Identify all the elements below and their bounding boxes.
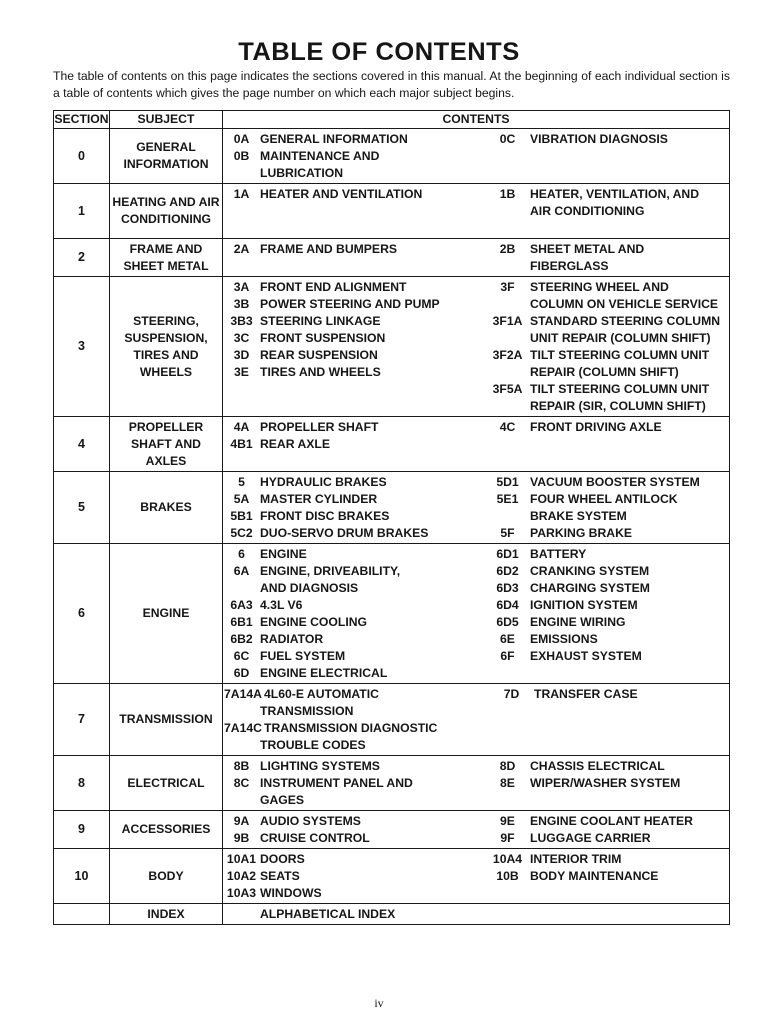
contents-line bbox=[223, 580, 729, 597]
contents-line bbox=[223, 885, 729, 902]
left-title: TRANSMISSION DIAGNOSTIC bbox=[264, 721, 438, 735]
left-title: TRANSMISSION bbox=[260, 704, 354, 718]
left-title: INSTRUMENT PANEL AND bbox=[260, 776, 413, 790]
left-title: TROUBLE CODES bbox=[260, 738, 366, 752]
left-code: 8C bbox=[233, 776, 250, 790]
contents-line bbox=[223, 720, 729, 737]
contents-line bbox=[223, 525, 729, 542]
section-subject: TRANSMISSION bbox=[110, 684, 223, 756]
left-title: FRAME AND BUMPERS bbox=[260, 242, 397, 256]
left-title: STEERING LINKAGE bbox=[260, 314, 381, 328]
header-contents: CONTENTS bbox=[223, 111, 730, 129]
right-title: WIPER/WASHER SYSTEM bbox=[530, 776, 681, 790]
left-title: FUEL SYSTEM bbox=[260, 649, 346, 663]
table-header-row bbox=[54, 111, 730, 129]
left-title: WINDOWS bbox=[260, 886, 322, 900]
right-code: 2B bbox=[499, 242, 516, 256]
right-title: AIR CONDITIONING bbox=[530, 204, 645, 218]
right-code bbox=[485, 508, 530, 525]
contents-line bbox=[223, 665, 729, 682]
right-code: 6F bbox=[500, 649, 515, 663]
right-code bbox=[485, 364, 530, 381]
right-code: 0C bbox=[499, 132, 516, 146]
contents-line bbox=[223, 597, 729, 614]
left-title bbox=[260, 398, 485, 415]
contents-line bbox=[223, 830, 729, 847]
contents-line bbox=[223, 491, 729, 508]
left-code: 6A3 bbox=[230, 598, 253, 612]
left-title: FRONT SUSPENSION bbox=[260, 331, 386, 345]
left-title: AUDIO SYSTEMS bbox=[260, 814, 361, 828]
right-title: PARKING BRAKE bbox=[530, 526, 633, 540]
left-code: 4A bbox=[233, 420, 250, 434]
section-contents bbox=[223, 129, 730, 184]
right-title bbox=[530, 436, 729, 453]
left-code: 5A bbox=[233, 492, 250, 506]
left-title: ALPHABETICAL INDEX bbox=[260, 907, 396, 921]
right-title: STEERING WHEEL AND bbox=[530, 280, 669, 294]
right-code: 6D1 bbox=[496, 547, 519, 561]
left-code: 2A bbox=[233, 242, 250, 256]
right-title bbox=[530, 453, 729, 470]
section-subject: FRAME AND SHEET METAL bbox=[110, 239, 223, 277]
right-code: 6E bbox=[500, 632, 515, 646]
left-title: 4L60-E AUTOMATIC bbox=[264, 687, 379, 701]
contents-line bbox=[223, 220, 729, 237]
section-subject: INDEX bbox=[110, 904, 223, 925]
right-title: REPAIR (COLUMN SHIFT) bbox=[530, 365, 679, 379]
contents-line bbox=[223, 148, 729, 165]
header-section: SECTION bbox=[54, 111, 110, 129]
left-title: REAR AXLE bbox=[260, 437, 330, 451]
section-contents bbox=[223, 904, 730, 925]
right-title: CHARGING SYSTEM bbox=[530, 581, 650, 595]
right-code: 6D2 bbox=[496, 564, 519, 578]
right-code: 10B bbox=[496, 869, 519, 883]
left-code: 7A14C bbox=[224, 721, 262, 735]
left-code bbox=[223, 703, 260, 720]
left-code: 3A bbox=[233, 280, 250, 294]
contents-line bbox=[223, 165, 729, 182]
page-number: iv bbox=[374, 996, 384, 1010]
contents-line bbox=[223, 868, 729, 885]
right-title bbox=[530, 737, 729, 754]
contents-line bbox=[223, 851, 729, 868]
right-code: 9F bbox=[500, 831, 515, 845]
right-code bbox=[485, 258, 530, 275]
left-title: AND DIAGNOSIS bbox=[260, 581, 359, 595]
left-title bbox=[260, 258, 485, 275]
section-number: 4 bbox=[54, 417, 110, 472]
contents-line bbox=[223, 398, 729, 415]
left-title: POWER STEERING AND PUMP bbox=[260, 297, 440, 311]
right-title: UNIT REPAIR (COLUMN SHIFT) bbox=[530, 331, 711, 345]
left-code bbox=[223, 398, 260, 415]
table-row bbox=[54, 684, 730, 756]
contents-line bbox=[223, 648, 729, 665]
right-code bbox=[485, 330, 530, 347]
left-title: ENGINE bbox=[260, 547, 307, 561]
right-code bbox=[485, 220, 530, 237]
right-code: 6D3 bbox=[496, 581, 519, 595]
section-contents bbox=[223, 239, 730, 277]
right-code bbox=[485, 665, 530, 682]
left-code: 6A bbox=[233, 564, 250, 578]
right-code: 3F2A bbox=[492, 348, 523, 362]
contents-line bbox=[223, 906, 729, 923]
contents-line bbox=[223, 813, 729, 830]
left-code: 0B bbox=[233, 149, 250, 163]
left-title: 4.3L V6 bbox=[260, 598, 303, 612]
right-code: 3F bbox=[500, 280, 515, 294]
right-title: CHASSIS ELECTRICAL bbox=[530, 759, 665, 773]
left-title: DOORS bbox=[260, 852, 305, 866]
left-code: 6B1 bbox=[230, 615, 253, 629]
right-code bbox=[489, 720, 534, 737]
right-code: 7D bbox=[503, 687, 520, 701]
table-row bbox=[54, 756, 730, 811]
section-contents bbox=[223, 544, 730, 684]
section-subject: ELECTRICAL bbox=[110, 756, 223, 811]
section-contents bbox=[223, 417, 730, 472]
left-code bbox=[223, 453, 260, 470]
right-title bbox=[530, 665, 729, 682]
right-title: REPAIR (SIR, COLUMN SHIFT) bbox=[530, 399, 706, 413]
contents-line bbox=[223, 419, 729, 436]
left-title: CRUISE CONTROL bbox=[260, 831, 370, 845]
contents-line bbox=[223, 258, 729, 275]
section-contents bbox=[223, 684, 730, 756]
section-number: 0 bbox=[54, 129, 110, 184]
contents-line bbox=[223, 347, 729, 364]
page-title: TABLE OF CONTENTS bbox=[238, 38, 520, 66]
left-code bbox=[223, 381, 260, 398]
right-title: COLUMN ON VEHICLE SERVICE bbox=[530, 297, 719, 311]
left-code: 5 bbox=[238, 475, 245, 489]
contents-line bbox=[223, 546, 729, 563]
table-row bbox=[54, 849, 730, 904]
contents-line bbox=[223, 436, 729, 453]
left-title: REAR SUSPENSION bbox=[260, 348, 378, 362]
table-row bbox=[54, 472, 730, 544]
table-row bbox=[54, 811, 730, 849]
table-row bbox=[54, 129, 730, 184]
right-code bbox=[485, 398, 530, 415]
contents-line bbox=[223, 296, 729, 313]
section-contents bbox=[223, 849, 730, 904]
left-code: 3E bbox=[234, 365, 249, 379]
intro-paragraph: The table of contents on this page indicates the sections covered in this manual. At the beginning of each individual section is a table of contents which gives the page number on which each major subject begins. bbox=[53, 69, 730, 100]
right-code bbox=[485, 792, 530, 809]
right-title: SHEET METAL AND bbox=[530, 242, 645, 256]
right-title bbox=[530, 792, 729, 809]
section-number: 6 bbox=[54, 544, 110, 684]
left-code bbox=[223, 203, 260, 220]
contents-line bbox=[223, 563, 729, 580]
right-title bbox=[530, 165, 729, 182]
left-title: FRONT DISC BRAKES bbox=[260, 509, 390, 523]
section-number: 1 bbox=[54, 184, 110, 239]
contents-line bbox=[223, 131, 729, 148]
right-code bbox=[485, 737, 530, 754]
left-code bbox=[223, 580, 260, 597]
section-subject: STEERING, SUSPENSION, TIRES AND WHEELS bbox=[110, 277, 223, 417]
section-subject: HEATING AND AIR CONDITIONING bbox=[110, 184, 223, 239]
left-code bbox=[223, 165, 260, 182]
contents-line bbox=[223, 508, 729, 525]
right-title bbox=[534, 720, 729, 737]
right-title: FRONT DRIVING AXLE bbox=[530, 420, 662, 434]
left-title: GENERAL INFORMATION bbox=[260, 132, 408, 146]
contents-line bbox=[223, 313, 729, 330]
right-title: ENGINE COOLANT HEATER bbox=[530, 814, 693, 828]
left-code: 4B1 bbox=[230, 437, 253, 451]
contents-line bbox=[223, 453, 729, 470]
section-number: 5 bbox=[54, 472, 110, 544]
left-code bbox=[223, 258, 260, 275]
right-title: INTERIOR TRIM bbox=[530, 852, 622, 866]
left-title: MASTER CYLINDER bbox=[260, 492, 378, 506]
left-code: 3B3 bbox=[230, 314, 253, 328]
right-code bbox=[485, 148, 530, 165]
left-code: 8B bbox=[233, 759, 250, 773]
right-title: TILT STEERING COLUMN UNIT bbox=[530, 382, 710, 396]
section-number: 10 bbox=[54, 849, 110, 904]
left-title: PROPELLER SHAFT bbox=[260, 420, 379, 434]
left-title: GAGES bbox=[260, 793, 305, 807]
contents-line bbox=[223, 631, 729, 648]
right-code: 5D1 bbox=[496, 475, 519, 489]
left-code: 10A3 bbox=[226, 886, 257, 900]
contents-line bbox=[223, 203, 729, 220]
right-code bbox=[485, 885, 530, 902]
right-title: ENGINE WIRING bbox=[530, 615, 626, 629]
contents-line bbox=[223, 186, 729, 203]
left-title: ENGINE COOLING bbox=[260, 615, 367, 629]
right-title: VIBRATION DIAGNOSIS bbox=[530, 132, 668, 146]
right-title: EMISSIONS bbox=[530, 632, 598, 646]
contents-line bbox=[223, 775, 729, 792]
left-title bbox=[260, 203, 485, 220]
section-subject: BODY bbox=[110, 849, 223, 904]
contents-table bbox=[53, 110, 730, 925]
section-contents bbox=[223, 277, 730, 417]
right-code: 3F5A bbox=[492, 382, 523, 396]
right-title: IGNITION SYSTEM bbox=[530, 598, 638, 612]
left-code bbox=[223, 906, 260, 923]
section-subject: BRAKES bbox=[110, 472, 223, 544]
table-row bbox=[54, 544, 730, 684]
right-title: LUGGAGE CARRIER bbox=[530, 831, 651, 845]
table-row bbox=[54, 184, 730, 239]
left-code bbox=[223, 220, 260, 237]
left-code: 3C bbox=[233, 331, 250, 345]
right-code bbox=[485, 296, 530, 313]
left-code: 9A bbox=[233, 814, 250, 828]
section-number: 9 bbox=[54, 811, 110, 849]
section-contents bbox=[223, 184, 730, 239]
right-code bbox=[485, 906, 530, 923]
left-code: 7A14A bbox=[224, 687, 262, 701]
right-code bbox=[485, 453, 530, 470]
left-title: MAINTENANCE AND bbox=[260, 149, 380, 163]
contents-line bbox=[223, 614, 729, 631]
left-code: 10A2 bbox=[226, 869, 257, 883]
section-contents bbox=[223, 811, 730, 849]
section-number: 7 bbox=[54, 684, 110, 756]
left-title: RADIATOR bbox=[260, 632, 324, 646]
left-title bbox=[260, 220, 485, 237]
section-number bbox=[54, 904, 110, 925]
left-title bbox=[260, 381, 485, 398]
right-title: TILT STEERING COLUMN UNIT bbox=[530, 348, 710, 362]
left-title: ENGINE, DRIVEABILITY, bbox=[260, 564, 401, 578]
left-code: 1A bbox=[233, 187, 250, 201]
right-title: CRANKING SYSTEM bbox=[530, 564, 650, 578]
right-title: FIBERGLASS bbox=[530, 259, 609, 273]
right-code: 8D bbox=[499, 759, 516, 773]
right-title: BATTERY bbox=[530, 547, 587, 561]
right-code: 8E bbox=[500, 776, 515, 790]
section-subject: GENERAL INFORMATION bbox=[110, 129, 223, 184]
left-code: 5C2 bbox=[230, 526, 253, 540]
right-code: 6D5 bbox=[496, 615, 519, 629]
right-code bbox=[485, 703, 530, 720]
left-code bbox=[223, 737, 260, 754]
right-code: 5E1 bbox=[496, 492, 519, 506]
left-title: LUBRICATION bbox=[260, 166, 344, 180]
left-title: ENGINE ELECTRICAL bbox=[260, 666, 388, 680]
left-title: HEATER AND VENTILATION bbox=[260, 187, 423, 201]
contents-line bbox=[223, 758, 729, 775]
right-code: 3F1A bbox=[492, 314, 523, 328]
contents-line bbox=[223, 381, 729, 398]
right-title: VACUUM BOOSTER SYSTEM bbox=[530, 475, 700, 489]
left-title: TIRES AND WHEELS bbox=[260, 365, 381, 379]
right-title: TRANSFER CASE bbox=[534, 687, 638, 701]
left-title bbox=[260, 453, 485, 470]
section-subject: PROPELLER SHAFT AND AXLES bbox=[110, 417, 223, 472]
right-title bbox=[530, 703, 729, 720]
section-number: 2 bbox=[54, 239, 110, 277]
right-title: BRAKE SYSTEM bbox=[530, 509, 627, 523]
right-code: 10A4 bbox=[492, 852, 523, 866]
contents-line bbox=[223, 364, 729, 381]
right-code: 5F bbox=[500, 526, 515, 540]
left-code: 3D bbox=[233, 348, 250, 362]
right-title bbox=[530, 906, 729, 923]
right-code: 4C bbox=[499, 420, 516, 434]
left-title: LIGHTING SYSTEMS bbox=[260, 759, 380, 773]
right-code: 6D4 bbox=[496, 598, 519, 612]
contents-line bbox=[223, 792, 729, 809]
left-code: 9B bbox=[233, 831, 250, 845]
right-title: FOUR WHEEL ANTILOCK bbox=[530, 492, 678, 506]
right-code: 1B bbox=[499, 187, 516, 201]
left-code: 3B bbox=[233, 297, 250, 311]
header-subject: SUBJECT bbox=[110, 111, 223, 129]
right-code bbox=[485, 165, 530, 182]
table-row bbox=[54, 904, 730, 925]
left-title: SEATS bbox=[260, 869, 300, 883]
left-code: 10A1 bbox=[226, 852, 257, 866]
left-title: FRONT END ALIGNMENT bbox=[260, 280, 407, 294]
right-title bbox=[530, 885, 729, 902]
right-code bbox=[485, 436, 530, 453]
right-code: 9E bbox=[500, 814, 515, 828]
right-title bbox=[530, 148, 729, 165]
table-row bbox=[54, 239, 730, 277]
left-code bbox=[223, 792, 260, 809]
left-code: 6 bbox=[238, 547, 245, 561]
section-number: 8 bbox=[54, 756, 110, 811]
right-title: STANDARD STEERING COLUMN bbox=[530, 314, 721, 328]
contents-line bbox=[223, 737, 729, 754]
right-title: BODY MAINTENANCE bbox=[530, 869, 659, 883]
left-title: HYDRAULIC BRAKES bbox=[260, 475, 387, 489]
contents-line bbox=[223, 686, 729, 703]
section-subject: ENGINE bbox=[110, 544, 223, 684]
contents-line bbox=[223, 330, 729, 347]
left-title: DUO-SERVO DRUM BRAKES bbox=[260, 526, 429, 540]
right-title: HEATER, VENTILATION, AND bbox=[530, 187, 700, 201]
contents-line bbox=[223, 241, 729, 258]
right-title bbox=[530, 220, 729, 237]
left-code: 0A bbox=[233, 132, 250, 146]
contents-line bbox=[223, 279, 729, 296]
table-row bbox=[54, 277, 730, 417]
section-number: 3 bbox=[54, 277, 110, 417]
section-contents bbox=[223, 472, 730, 544]
table-row bbox=[54, 417, 730, 472]
section-subject: ACCESSORIES bbox=[110, 811, 223, 849]
contents-line bbox=[223, 474, 729, 491]
left-code: 5B1 bbox=[230, 509, 253, 523]
left-code: 6B2 bbox=[230, 632, 253, 646]
contents-line bbox=[223, 703, 729, 720]
left-code: 6C bbox=[233, 649, 250, 663]
right-title: EXHAUST SYSTEM bbox=[530, 649, 642, 663]
right-code bbox=[485, 203, 530, 220]
section-contents bbox=[223, 756, 730, 811]
left-code: 6D bbox=[233, 666, 250, 680]
